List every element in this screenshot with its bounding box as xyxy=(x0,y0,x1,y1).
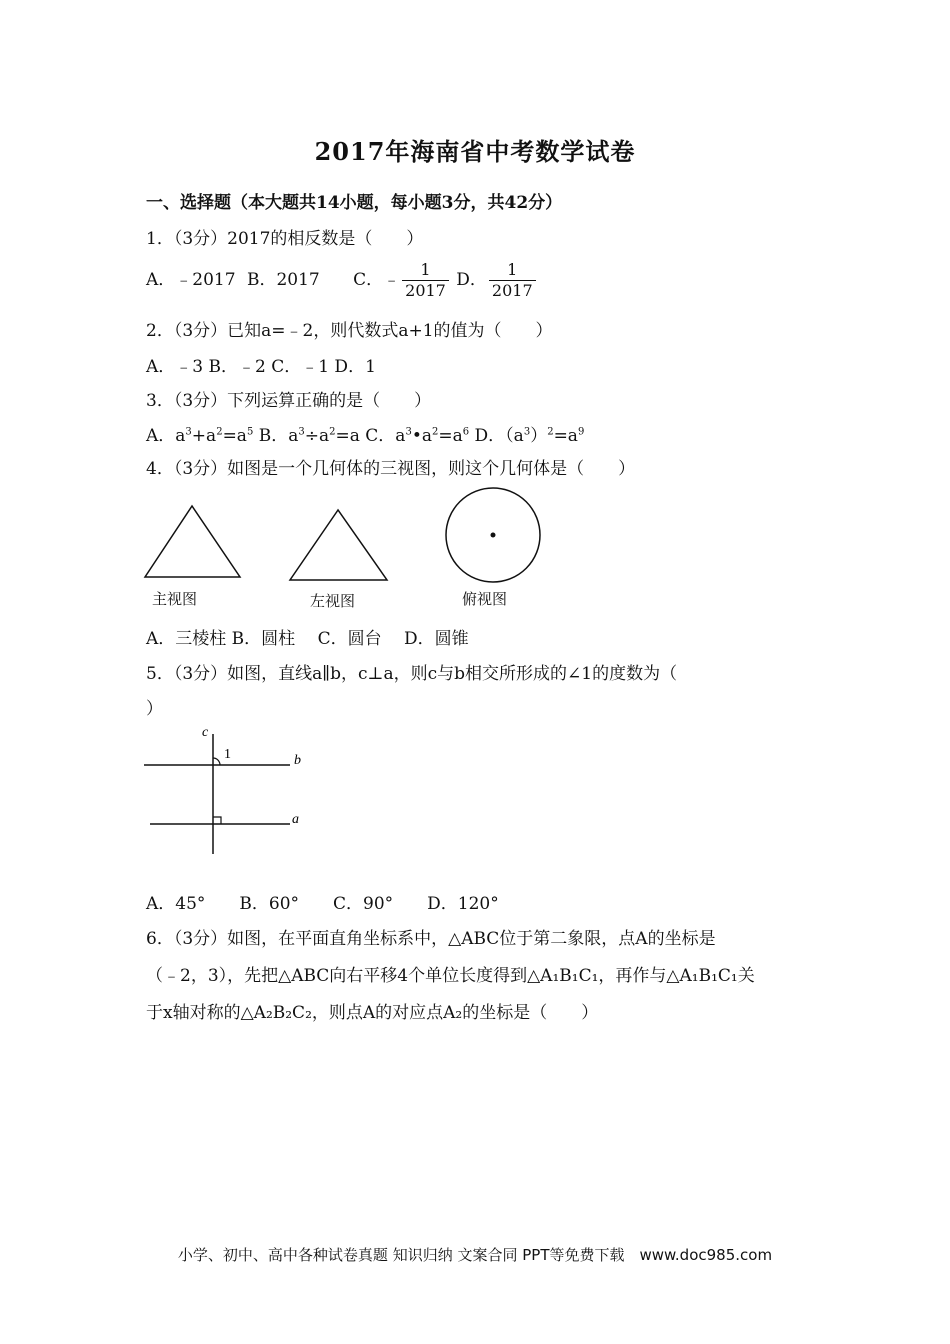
q3-options: A．$a^3+a^2=a^5$ B．$a^3\div a^2=a$ C．$a^3•a^2=a^6$ D．$(a^3)^2=a^9$ xyxy=(146,426,585,446)
fraction-denominator: 2017 xyxy=(405,281,446,300)
q1-option-c-fraction xyxy=(402,260,449,301)
front-view-triangle xyxy=(145,506,240,577)
side-view-triangle xyxy=(290,510,387,580)
label-b: b xyxy=(294,753,301,768)
caption-top-view: 俯视图 xyxy=(462,590,508,608)
q1-stem: 1．（3分）2017的相反数是（ ） xyxy=(146,229,424,249)
q3-stem: 3．（3分）下列运算正确的是（ ） xyxy=(146,391,432,411)
q1-option-d-fraction xyxy=(489,260,536,301)
q1-options xyxy=(146,260,538,301)
parallel-lines-figure xyxy=(140,720,320,860)
q1-option-c-sign: ﹣ xyxy=(383,270,401,290)
q2-options: A．﹣3 B．﹣2 C．﹣1 D．1 xyxy=(146,357,376,377)
caption-front-view: 主视图 xyxy=(152,590,198,608)
q5-stem: 5．（3分）如图，直线a∥b，c⊥a，则c与b相交所形成的∠1的度数为（ xyxy=(146,664,678,684)
section-heading: 一、选择题（本大题共14小题，每小题3分，共42分） xyxy=(146,193,563,213)
top-view-center-dot xyxy=(491,533,496,538)
right-angle-mark xyxy=(213,817,221,824)
footer-banner: 小学、初中、高中各种试卷真题 知识归纳 文案合同 PPT等免费下载 www.doc985.com xyxy=(177,1246,773,1264)
q6-line-3: 于x轴对称的△A₂B₂C₂，则点A的对应点A₂的坐标是（ ） xyxy=(146,1003,599,1023)
q5-options: A．45° B．60° C．90° D．120° xyxy=(146,894,499,914)
label-c: c xyxy=(202,725,209,740)
fraction-numerator: 1 xyxy=(489,260,536,281)
q2-stem: 2．（3分）已知a=﹣2，则代数式a+1的值为（ ） xyxy=(146,321,553,341)
label-a: a xyxy=(292,812,299,827)
q6-line-2: （﹣2，3），先把△ABC向右平移4个单位长度得到△A₁B₁C₁，再作与△A₁B₁C₁关 xyxy=(146,966,755,986)
fraction-numerator: 1 xyxy=(402,260,449,281)
page-title: 2017年海南省中考数学试卷 xyxy=(314,137,636,166)
q5-stem-continued: ） xyxy=(146,699,163,719)
angle-1-arc xyxy=(213,758,220,765)
q4-options: A．三棱柱 B．圆柱 C．圆台 D．圆锥 xyxy=(146,629,469,649)
caption-side-view: 左视图 xyxy=(310,592,356,610)
q1-option-b: B．2017 xyxy=(246,270,320,290)
q6-line-1: 6．（3分）如图，在平面直角坐标系中，△ABC位于第二象限，点A的坐标是 xyxy=(146,929,716,949)
q4-stem: 4．（3分）如图是一个几何体的三视图，则这个几何体是（ ） xyxy=(146,459,636,479)
label-angle-1: 1 xyxy=(224,747,231,762)
q1-option-a: A．﹣2017 xyxy=(146,270,236,290)
q1-option-d-label: D． xyxy=(456,270,487,290)
q1-option-c-label: C． xyxy=(353,270,384,290)
fraction-denominator: 2017 xyxy=(491,281,533,300)
